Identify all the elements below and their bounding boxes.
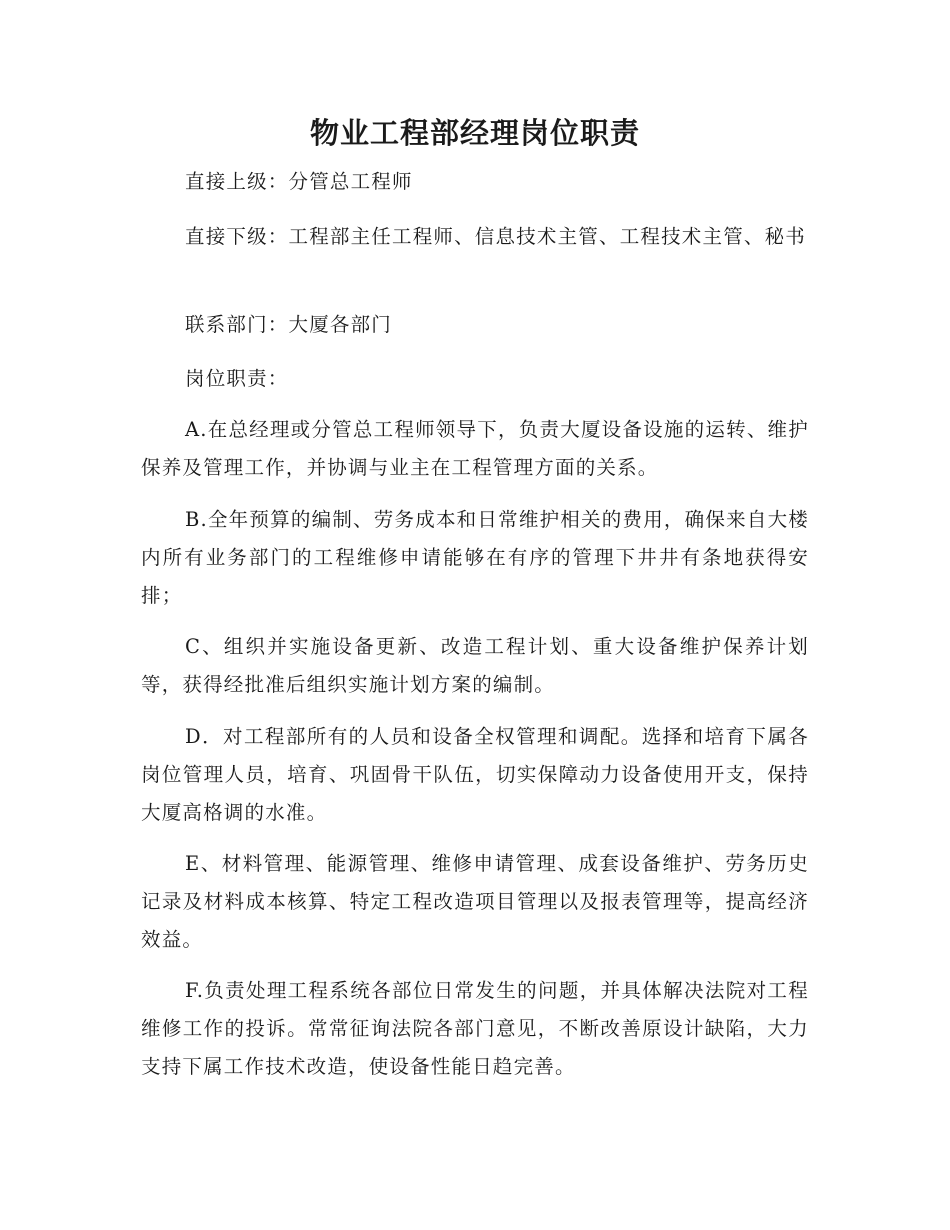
duty-item-a: A.在总经理或分管总工程师领导下，负责大厦设备设施的运转、维护保养及管理工作，并协调与业主在工程管理方面的关系。 <box>141 418 809 479</box>
duties-heading: 岗位职责： <box>185 367 289 390</box>
direct-subordinates: 直接下级：工程部主任工程师、信息技术主管、工程技术主管、秘书 <box>185 225 807 248</box>
duty-item-b: B.全年预算的编制、劳务成本和日常维护相关的费用，确保来自大楼内所有业务部门的工程维修申请能够在有序的管理下井井有条地获得安排； <box>141 508 809 607</box>
duty-item-d: D．对工程部所有的人员和设备全权管理和调配。选择和培育下属各岗位管理人员，培育、巩固骨干队伍，切实保障动力设备使用开支，保持大厦高格调的水准。 <box>141 725 809 824</box>
direct-superior: 直接上级：分管总工程师 <box>185 170 413 193</box>
duty-item-f: F.负责处理工程系统各部位日常发生的问题，并具体解决法院对工程维修工作的投诉。常常征询法院各部门意见，不断改善原设计缺陷，大力支持下属工作技术改造，使设备性能日趋完善。 <box>141 979 809 1078</box>
document-title: 物业工程部经理岗位职责 <box>309 116 640 150</box>
duty-item-e: E、材料管理、能源管理、维修申请管理、成套设备维护、劳务历史记录及材料成本核算、特定工程改造项目管理以及报表管理等，提高经济效益。 <box>141 852 809 951</box>
related-departments: 联系部门：大厦各部门 <box>185 313 393 336</box>
duty-item-c: C、组织并实施设备更新、改造工程计划、重大设备维护保养计划等，获得经批准后组织实施计划方案的编制。 <box>141 635 809 696</box>
